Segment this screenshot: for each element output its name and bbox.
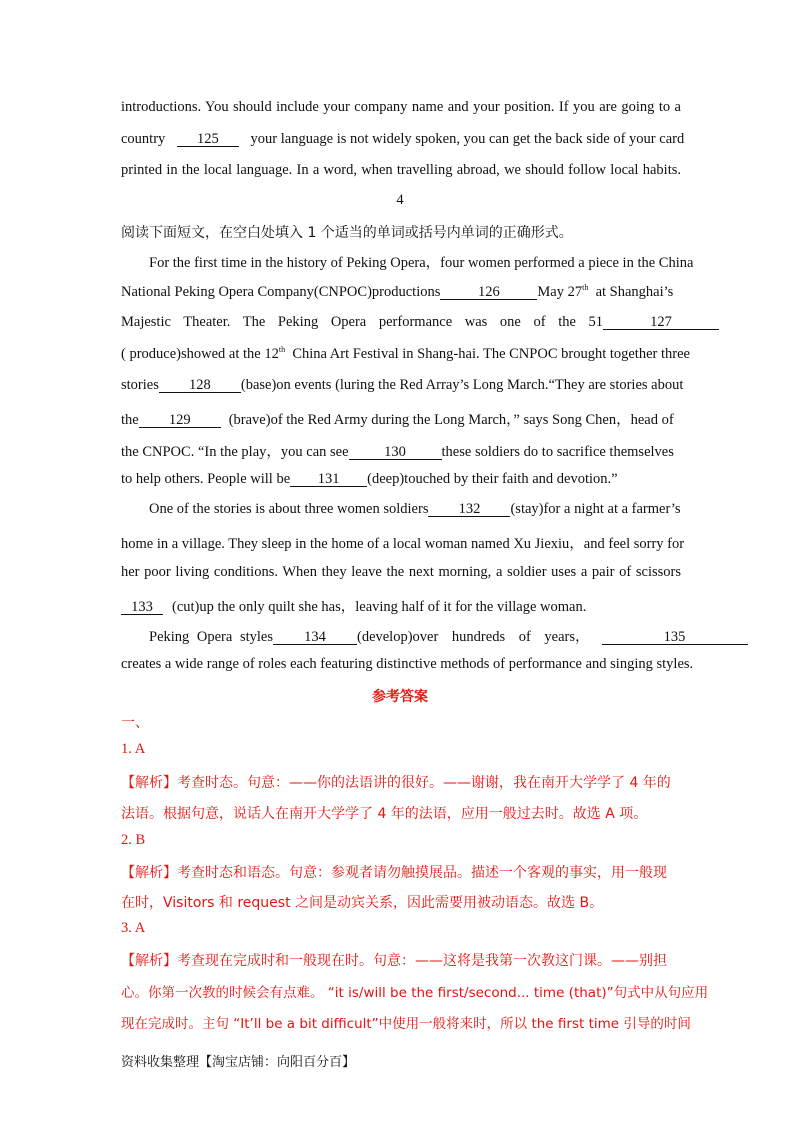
text-segment: (cut)up the only quilt she has，leaving half of it for the village woman. <box>172 599 587 615</box>
passage-line-6 <box>121 408 681 429</box>
answer-2: 2. B <box>121 832 146 848</box>
answer-2-line-2: 在时，Visitors 和 request 之间是动宾关系，因此需要用被动语态。故选 B。 <box>121 895 604 911</box>
passage-line-9 <box>149 501 681 518</box>
passage-line-12 <box>121 595 681 616</box>
passage-line-3 <box>121 314 681 331</box>
passage-line-5 <box>121 377 684 394</box>
analysis-tag: 【解析】 <box>121 865 177 881</box>
answer-part: 一、 <box>121 715 149 731</box>
superscript: th <box>582 283 589 292</box>
instruction: 阅读下面短文，在空白处填入 1 个适当的单词或括号内单词的正确形式。 <box>121 225 573 241</box>
analysis-tag: 【解析】 <box>121 775 177 791</box>
passage-line-8 <box>121 471 681 488</box>
blank-134: 134 <box>273 630 357 645</box>
text-segment: (deep)touched by their faith and devotion.” <box>367 471 618 487</box>
text-segment: the <box>121 412 139 428</box>
blank-135: 135 <box>602 630 748 645</box>
text-segment: 考查时态和语态。句意：参观者请勿触摸展品。描述一个客观的事实，用一般现 <box>177 865 667 881</box>
blank-128: 128 <box>159 378 241 393</box>
text-segment: these soldiers do to sacrifice themselves <box>441 444 674 460</box>
blank-133: 133 <box>121 600 163 615</box>
answer-1: 1. A <box>121 741 146 757</box>
footer: 资料收集整理【淘宝店铺：向阳百分百】 <box>121 1055 356 1070</box>
analysis-tag: 【解析】 <box>121 953 177 969</box>
text-segment: (stay)for a night at a farmer’s <box>510 501 681 517</box>
blank-125: 125 <box>177 132 239 147</box>
text-segment: Majestic Theater. The Peking Opera performance was one of the 51 <box>121 314 604 330</box>
blank-132: 132 <box>428 502 510 517</box>
text-segment: stories <box>121 377 159 393</box>
text-segment: (brave)of the Red Army during the Long March，” says Song Chen，head of <box>228 412 674 428</box>
passage-line-1: For the first time in the history of Peking Opera，four women performed a piece in the China <box>149 255 694 271</box>
blank-126: 126 <box>440 285 537 300</box>
passage-line-4 <box>121 345 690 363</box>
answer-3-line-1 <box>121 950 681 970</box>
text-segment: China Art Festival in Shang-hai. The CNPOC brought together three <box>292 345 690 362</box>
answer-1-line-1 <box>121 772 681 792</box>
blank-127: 127 <box>603 315 719 330</box>
text-segment: May 27 <box>537 283 583 300</box>
text-segment: to help others. People will be <box>121 471 291 487</box>
superscript: th <box>278 345 286 354</box>
answer-3: 3. A <box>121 920 146 936</box>
passage-line-10: home in a village. They sleep in the home of a local woman named Xu Jiexiu，and feel sorry for <box>121 536 685 552</box>
text-segment: your language is not widely spoken, you can get the back side of your card <box>250 131 685 147</box>
passage-line-14: creates a wide range of roles each featuring distinctive methods of performance and singing styles. <box>121 656 694 672</box>
answer-3-line-3: 现在完成时。主句 “It’ll be a bit difficult”中使用一般将来时，所以 the first time 引导的时间 <box>121 1016 691 1032</box>
passage-line-11: her poor living conditions. When they leave the next morning, a soldier uses a pair of scissors <box>121 564 681 580</box>
passage-line-2 <box>121 283 681 301</box>
text-segment: Peking Opera styles <box>149 629 273 645</box>
passage-line-7 <box>121 440 681 461</box>
text-segment: (base)on events (luring the Red Array’s Long March.“They are stories about <box>240 377 684 393</box>
answer-heading: 参考答案 <box>372 689 428 705</box>
answer-3-line-2: 心。你第一次教的时候会有点难。 “it is/will be the first/second... time (that)”句式中从句应用 <box>121 985 709 1001</box>
answer-2-line-1 <box>121 862 681 882</box>
blank-131: 131 <box>290 472 367 487</box>
text-segment: (develop)over hundreds of years， <box>356 629 590 645</box>
text-segment: 考查现在完成时和一般现在时。句意：——这将是我第一次教这门课。——别担 <box>177 953 667 969</box>
text-segment: at Shanghai’s <box>595 283 674 300</box>
text-segment: National Peking Opera Company(CNPOC)productions <box>121 283 441 300</box>
passage-line-13 <box>149 625 729 646</box>
text-segment: the CNPOC. “In the play，you can see <box>121 444 349 460</box>
blank-130: 130 <box>349 445 442 460</box>
text-segment: ( produce)showed at the 12 <box>121 345 279 362</box>
section-number: 4 <box>396 192 404 208</box>
blank-129: 129 <box>139 413 221 428</box>
prev-line-1: introductions. You should include your company name and your position. If you are going to a <box>121 99 681 115</box>
prev-line-3: printed in the local language. In a word, when travelling abroad, we should follow local habits. <box>121 162 681 178</box>
text-segment: One of the stories is about three women soldiers <box>149 501 429 517</box>
prev-line-2 <box>121 131 685 148</box>
text-segment: country <box>121 131 166 147</box>
text-segment: 考查时态。句意：——你的法语讲的很好。——谢谢，我在南开大学学了 4 年的 <box>177 775 671 791</box>
answer-1-line-2: 法语。根据句意，说话人在南开大学学了 4 年的法语，应用一般过去时。故选 A 项。 <box>121 806 648 822</box>
